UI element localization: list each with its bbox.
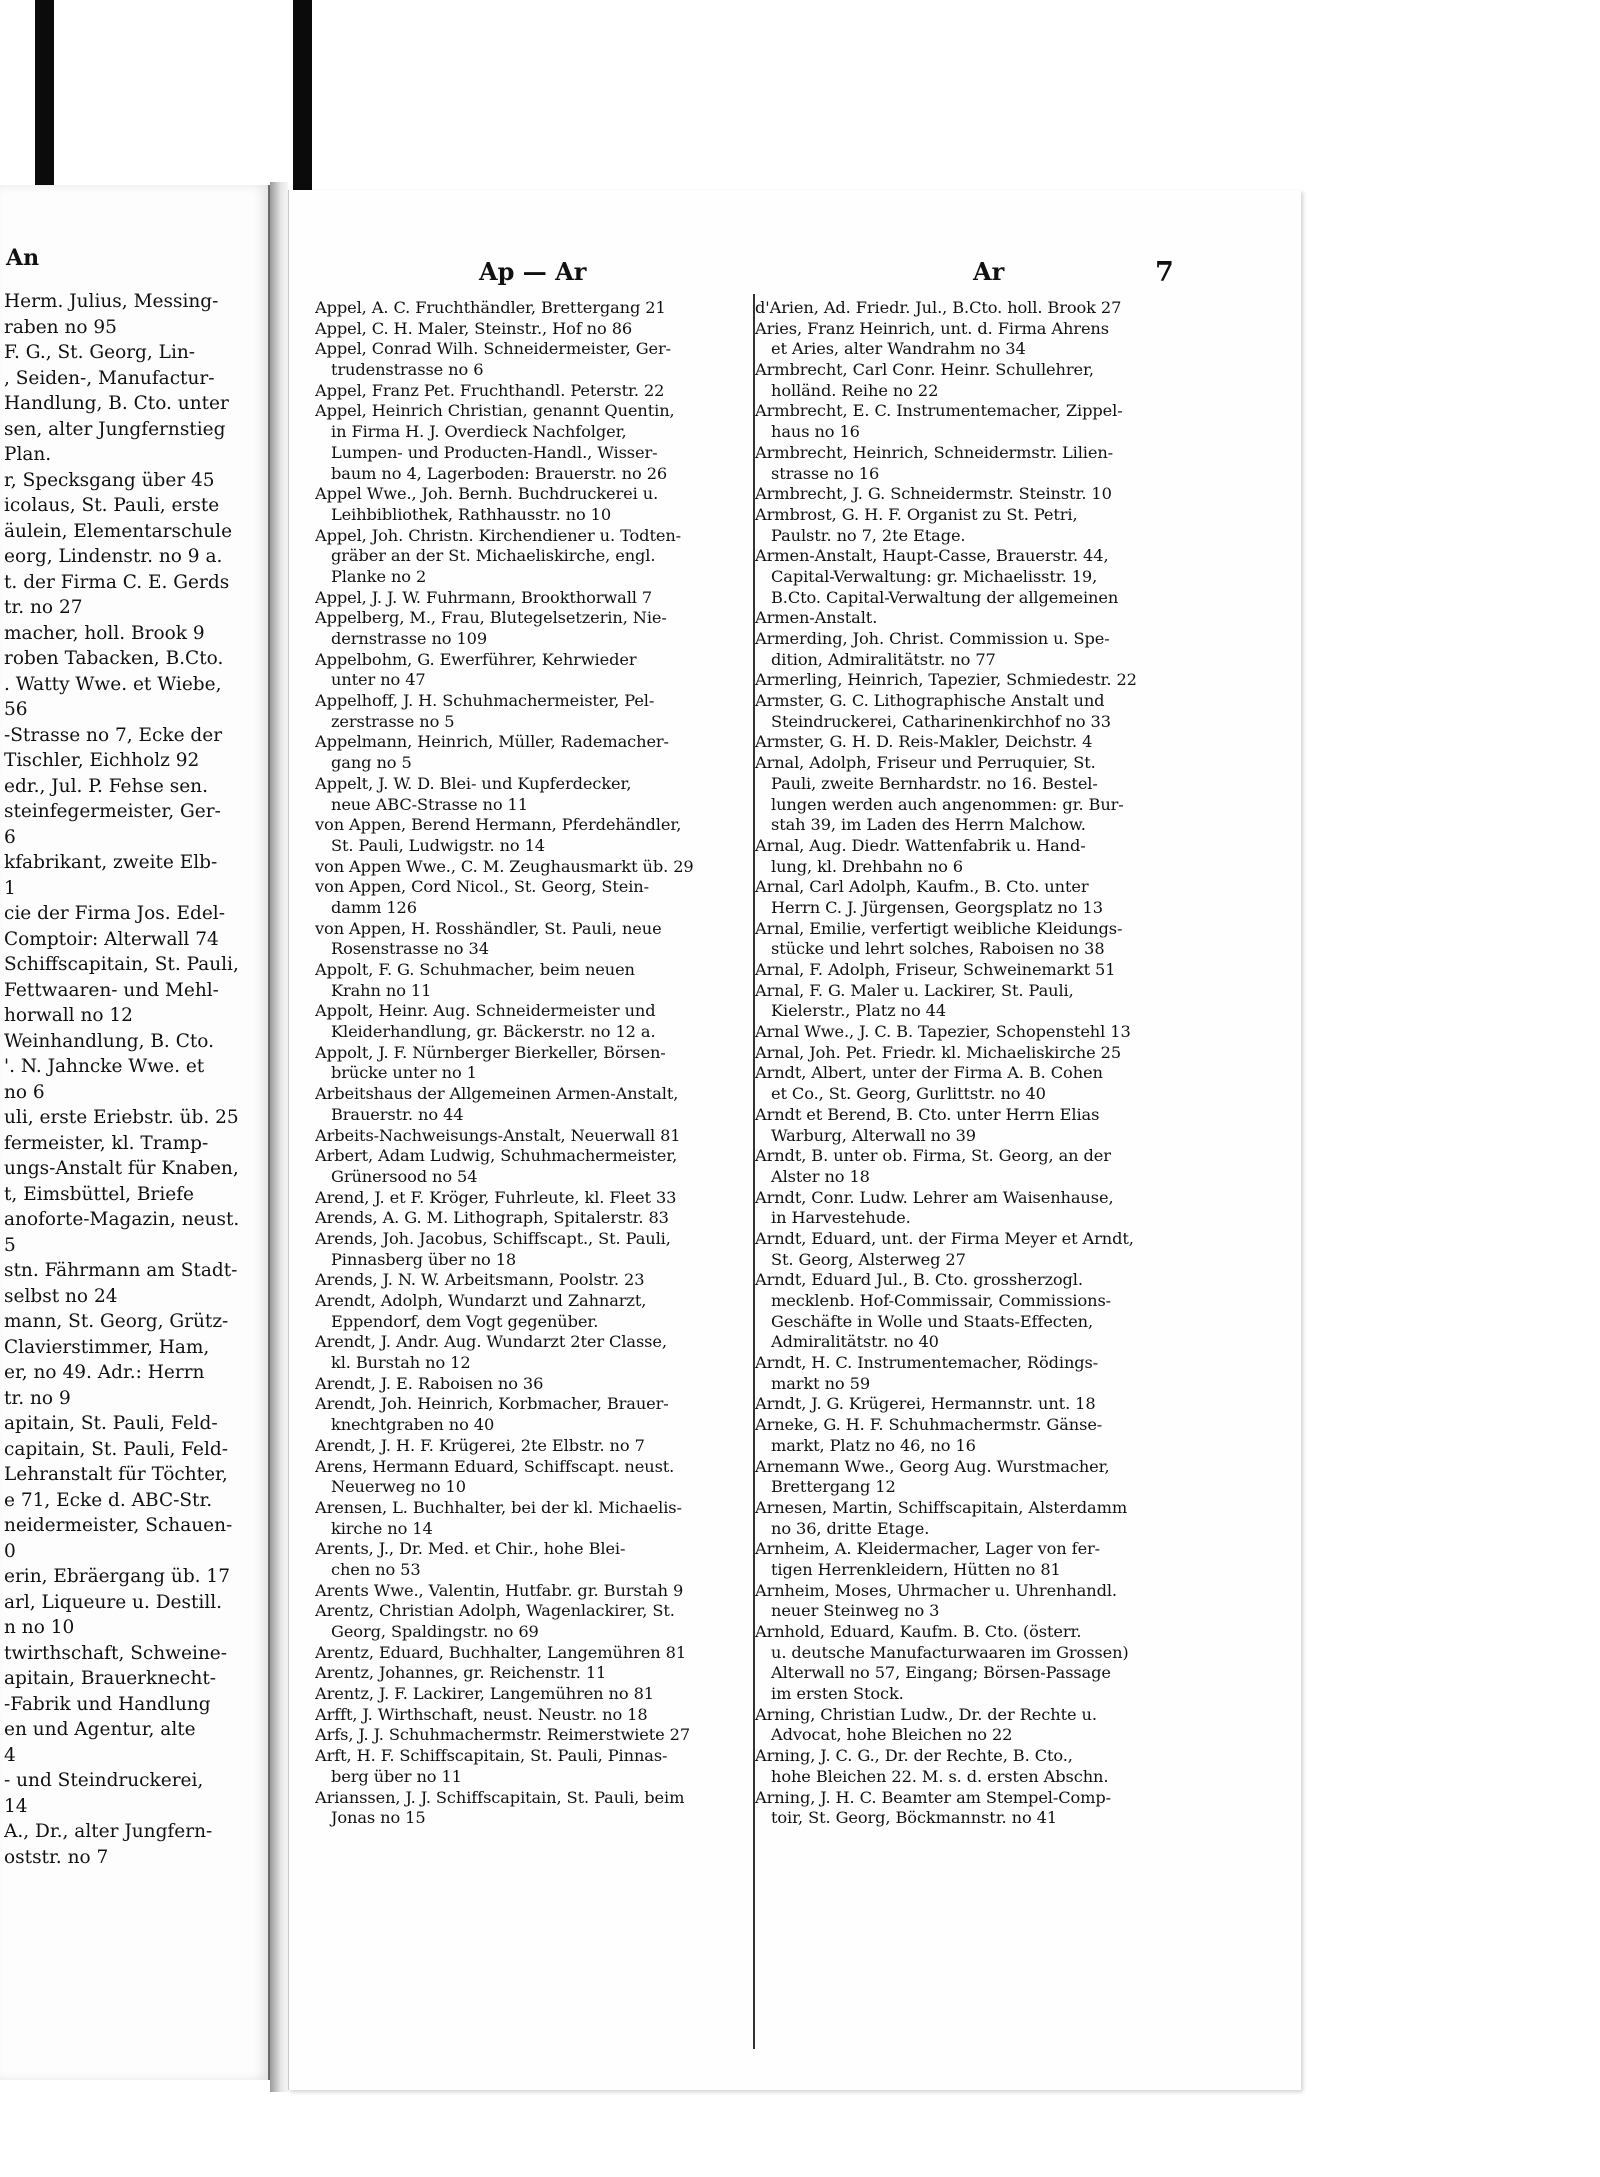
- left-page-line: - und Steindruckerei,: [4, 1770, 204, 1791]
- left-page-line: sen, alter Jungfernstieg: [4, 418, 226, 440]
- left-page-line: er, no 49. Adr.: Herrn: [4, 1362, 205, 1383]
- directory-entry-line: Jonas no 15: [331, 1808, 426, 1828]
- directory-entry-line: hohe Bleichen 22. M. s. d. ersten Abschn.: [771, 1766, 1109, 1786]
- directory-entry-line: strasse no 16: [771, 463, 880, 483]
- left-page-line: Clavierstimmer, Ham,: [4, 1336, 210, 1358]
- directory-entry-line: Arfft, J. Wirthschaft, neust. Neustr. no 18: [315, 1704, 648, 1724]
- directory-entry-line: von Appen, Berend Hermann, Pferdehändler,: [315, 815, 682, 835]
- directory-entry-line: Arnheim, A. Kleidermacher, Lager von fer-: [755, 1539, 1101, 1559]
- directory-entry-line: Appolt, F. G. Schuhmacher, beim neuen: [315, 960, 635, 979]
- right-page: [288, 190, 1301, 2090]
- directory-entry-line: Arends, A. G. M. Lithograph, Spitalerstr. 83: [315, 1208, 669, 1228]
- left-page-line: horwall no 12: [4, 1005, 133, 1026]
- directory-column-left: [315, 298, 785, 1829]
- left-page-line: A., Dr., alter Jungfern-: [4, 1821, 213, 1842]
- left-page-line: Herm. Julius, Messing-: [4, 291, 219, 312]
- directory-entry-line: Arndt, Eduard Jul., B. Cto. grossherzogl.: [755, 1270, 1083, 1290]
- left-page-line: 1: [4, 877, 16, 899]
- left-page-line: Schiffscapitain, St. Pauli,: [4, 954, 239, 975]
- directory-entry-line: Arndt et Berend, B. Cto. unter Herrn Elias: [755, 1104, 1100, 1124]
- left-page-heading: An: [6, 245, 40, 271]
- left-page-line: 5: [4, 1234, 16, 1256]
- left-page-line: F. G., St. Georg, Lin-: [4, 342, 196, 363]
- directory-entry-line: lungen werden auch angenommen: gr. Bur-: [771, 794, 1124, 814]
- left-page-fragment: [0, 185, 270, 2080]
- directory-entry-line: chen no 53: [331, 1559, 421, 1579]
- directory-entry-line: Armen-Anstalt, Haupt-Casse, Brauerstr. 44,: [755, 546, 1109, 566]
- left-page-line: capitain, St. Pauli, Feld-: [4, 1438, 229, 1460]
- directory-entry-line: kirche no 14: [331, 1518, 433, 1538]
- directory-entry-line: Brettergang 12: [771, 1477, 896, 1497]
- left-page-line: neidermeister, Schauen-: [4, 1515, 233, 1536]
- directory-entry-line: Arendt, J. E. Raboisen no 36: [315, 1373, 544, 1393]
- directory-entry-line: Arendt, J. H. F. Krügerei, 2te Elbstr. no 7: [315, 1435, 645, 1455]
- left-page-lines: [4, 289, 266, 1870]
- left-page-line: -Fabrik und Handlung: [4, 1693, 211, 1715]
- directory-entry-line: Eppendorf, dem Vogt gegenüber.: [331, 1311, 599, 1331]
- directory-entry-line: knechtgraben no 40: [331, 1415, 495, 1435]
- directory-entry-line: dernstrasse no 109: [331, 629, 488, 648]
- directory-entry-line: Arneke, G. H. F. Schuhmachermstr. Gänse-: [755, 1415, 1103, 1435]
- directory-entry-line: toir, St. Georg, Böckmannstr. no 41: [771, 1808, 1058, 1828]
- directory-entry-line: Armerling, Heinrich, Tapezier, Schmiedestr. 22: [755, 670, 1137, 690]
- left-page-line: apitain, St. Pauli, Feld-: [4, 1413, 218, 1434]
- directory-entry-line: Armbrecht, Carl Conr. Heinr. Schullehrer,: [755, 360, 1094, 380]
- directory-entry-line: Arnheim, Moses, Uhrmacher u. Uhrenhandl.: [755, 1580, 1117, 1600]
- left-page-line: Weinhandlung, B. Cto.: [4, 1030, 214, 1052]
- directory-entry-line: Appel, Conrad Wilh. Schneidermeister, Ger-: [315, 339, 672, 359]
- directory-entry-line: no 36, dritte Etage.: [771, 1518, 930, 1538]
- directory-entry-line: B.Cto. Capital-Verwaltung der allgemeinen: [771, 587, 1119, 607]
- directory-entry-line: Appelhoff, J. H. Schuhmachermeister, Pel-: [315, 691, 655, 711]
- left-page-line: arl, Liqueure u. Destill.: [4, 1591, 223, 1613]
- directory-entry-line: Warburg, Alterwall no 39: [771, 1125, 977, 1145]
- directory-entry-line: et Aries, alter Wandrahm no 34: [771, 339, 1026, 359]
- directory-entry-line: Leihbibliothek, Rathhausstr. no 10: [331, 504, 612, 524]
- directory-entry-line: Geschäfte in Wolle und Staats-Effecten,: [771, 1311, 1094, 1331]
- directory-entry-line: Arbeitshaus der Allgemeinen Armen-Anstalt,: [315, 1084, 679, 1104]
- directory-entry-line: Arfs, J. J. Schuhmachermstr. Reimerstwiete 27: [315, 1725, 691, 1745]
- directory-entry-line: Arentz, Christian Adolph, Wagenlackirer, St.: [315, 1601, 675, 1621]
- left-page-line: steinfegermeister, Ger-: [4, 801, 221, 822]
- directory-entry-line: et Co., St. Georg, Gurlittstr. no 40: [771, 1084, 1046, 1104]
- left-page-line: 4: [4, 1744, 16, 1766]
- directory-entry-line: Armerding, Joh. Christ. Commission u. Spe-: [755, 629, 1110, 648]
- left-page-line: Lehranstalt für Töchter,: [4, 1464, 228, 1485]
- directory-entry-line: Arndt, Conr. Ludw. Lehrer am Waisenhause,: [755, 1187, 1114, 1207]
- directory-entry-line: Arnal, F. G. Maler u. Lackirer, St. Pauli,: [755, 980, 1074, 1000]
- directory-entry-line: St. Pauli, Ludwigstr. no 14: [331, 835, 545, 855]
- directory-entry-line: Arends, Joh. Jacobus, Schiffscapt., St. Pauli,: [315, 1228, 671, 1248]
- directory-entry-line: Arnal, F. Adolph, Friseur, Schweinemarkt 51: [755, 960, 1116, 979]
- directory-entry-line: Planke no 2: [331, 566, 427, 586]
- directory-entry-line: Arnal, Joh. Pet. Friedr. kl. Michaeliskirche 25: [755, 1042, 1122, 1062]
- directory-entry-line: Arendt, J. Andr. Aug. Wundarzt 2ter Classe,: [315, 1332, 667, 1352]
- directory-entry-line: Arents Wwe., Valentin, Hutfabr. gr. Burstah 9: [315, 1580, 684, 1600]
- directory-entry-line: Alterwall no 57, Eingang; Börsen-Passage: [771, 1663, 1111, 1683]
- left-page-line: r, Specksgang über 45: [4, 469, 215, 491]
- left-page-line: mann, St. Georg, Grütz-: [4, 1311, 229, 1332]
- left-page-line: tr. no 9: [4, 1387, 71, 1409]
- left-page-line: eorg, Lindenstr. no 9 a.: [4, 546, 223, 567]
- directory-entry-line: Appelt, J. W. D. Blei- und Kupferdecker,: [315, 773, 632, 793]
- directory-entry-line: Arndt, Albert, unter der Firma A. B. Cohen: [755, 1063, 1103, 1083]
- directory-entry-line: Herrn C. J. Jürgensen, Georgsplatz no 13: [771, 897, 1103, 917]
- left-page-line: selbst no 24: [4, 1285, 118, 1307]
- directory-column-right: [755, 298, 1251, 1829]
- directory-entry-line: Pinnasberg über no 18: [331, 1249, 517, 1269]
- directory-entry-line: d'Arien, Ad. Friedr. Jul., B.Cto. holl. Brook 27: [755, 298, 1122, 317]
- left-page-line: edr., Jul. P. Fehse sen.: [4, 775, 208, 797]
- left-page-line: 56: [4, 699, 28, 720]
- directory-entry-line: Armbrost, G. H. F. Organist zu St. Petri,: [755, 504, 1078, 524]
- binding-tab-left: [35, 0, 54, 205]
- directory-entry-line: dition, Admiralitätstr. no 77: [771, 649, 996, 669]
- left-page-line: 6: [4, 826, 16, 848]
- directory-entry-line: Appelmann, Heinrich, Müller, Rademacher-: [315, 732, 669, 752]
- directory-entry-line: tigen Herrenkleidern, Hütten no 81: [771, 1559, 1061, 1579]
- left-page-line: raben no 95: [4, 316, 117, 338]
- left-page-line: Plan.: [4, 444, 52, 465]
- directory-entry-line: haus no 16: [771, 422, 860, 442]
- directory-entry-line: brücke unter no 1: [331, 1063, 477, 1083]
- binding-tab-right: [293, 0, 312, 205]
- left-page-line: -Strasse no 7, Ecke der: [4, 724, 223, 746]
- running-header-left: Ap — Ar: [479, 257, 587, 286]
- directory-entry-line: Arndt, Eduard, unt. der Firma Meyer et Arndt,: [755, 1228, 1134, 1248]
- directory-entry-line: Appolt, J. F. Nürnberger Bierkeller, Börsen-: [315, 1042, 666, 1062]
- directory-entry-line: holländ. Reihe no 22: [771, 380, 939, 400]
- left-page-line: , Seiden-, Manufactur-: [4, 367, 215, 389]
- directory-entry-line: Armster, G. C. Lithographische Anstalt und: [755, 691, 1105, 711]
- left-page-line: äulein, Elementarschule: [4, 520, 233, 542]
- left-page-line: erin, Ebräergang üb. 17: [4, 1566, 230, 1587]
- directory-entry-line: Capital-Verwaltung: gr. Michaelisstr. 19,: [771, 566, 1098, 586]
- directory-entry-line: Appel, Heinrich Christian, genannt Quentin,: [315, 401, 675, 421]
- book-gutter: [270, 182, 288, 2092]
- directory-entry-line: Arndt, B. unter ob. Firma, St. Georg, an der: [755, 1146, 1111, 1166]
- left-page-line: kfabrikant, zweite Elb-: [4, 852, 218, 873]
- directory-entry-line: Armen-Anstalt.: [755, 608, 878, 628]
- directory-entry-line: Armbrecht, Heinrich, Schneidermstr. Lilien-: [755, 442, 1114, 462]
- directory-entry-line: damm 126: [331, 897, 417, 917]
- directory-entry-line: von Appen, Cord Nicol., St. Georg, Stein-: [315, 877, 649, 897]
- left-page-line: Handlung, B. Cto. unter: [4, 393, 229, 414]
- directory-entry-line: Krahn no 11: [331, 980, 432, 1000]
- directory-entry-line: unter no 47: [331, 670, 426, 690]
- directory-entry-line: u. deutsche Manufacturwaaren im Grossen): [771, 1642, 1129, 1662]
- directory-entry-line: im ersten Stock.: [771, 1684, 904, 1704]
- directory-entry-line: Arft, H. F. Schiffscapitain, St. Pauli, Pinnas-: [315, 1746, 668, 1766]
- directory-entry-line: lung, kl. Drehbahn no 6: [771, 856, 964, 876]
- directory-entry-line: stücke und lehrt solches, Raboisen no 38: [771, 939, 1105, 959]
- directory-entry-line: Georg, Spaldingstr. no 69: [331, 1622, 539, 1641]
- directory-entry-line: Pauli, zweite Bernhardstr. no 16. Bestel-: [771, 773, 1098, 793]
- directory-entry-line: Appel, Joh. Christn. Kirchendiener u. Todten-: [315, 525, 682, 545]
- directory-entry-line: gräber an der St. Michaeliskirche, engl.: [331, 546, 656, 566]
- left-page-line: macher, holl. Brook 9: [4, 622, 205, 644]
- directory-entry-line: Arendt, Adolph, Wundarzt und Zahnarzt,: [315, 1291, 647, 1310]
- directory-entry-line: Arend, J. et F. Kröger, Fuhrleute, kl. Fleet 33: [315, 1187, 677, 1207]
- left-page-line: . Watty Wwe. et Wiebe,: [4, 673, 222, 695]
- directory-entry-line: stah 39, im Laden des Herrn Malchow.: [771, 815, 1086, 835]
- directory-entry-line: Armbrecht, J. G. Schneidermstr. Steinstr. 10: [755, 484, 1112, 504]
- left-page-line: Fettwaaren- und Mehl-: [4, 979, 219, 1001]
- directory-entry-line: Arnemann Wwe., Georg Aug. Wurstmacher,: [755, 1456, 1110, 1476]
- directory-entry-line: Arendt, Joh. Heinrich, Korbmacher, Brauer-: [315, 1394, 669, 1414]
- directory-entry-line: trudenstrasse no 6: [331, 360, 484, 380]
- directory-entry-line: Admiralitätstr. no 40: [771, 1332, 939, 1352]
- directory-entry-line: Arentz, J. F. Lackirer, Langemühren no 81: [315, 1684, 654, 1704]
- directory-entry-line: Arends, J. N. W. Arbeitsmann, Poolstr. 23: [315, 1270, 645, 1290]
- left-page-line: tr. no 27: [4, 597, 83, 618]
- directory-entry-line: Arnal, Carl Adolph, Kaufm., B. Cto. unter: [755, 877, 1089, 897]
- left-page-line: roben Tabacken, B.Cto.: [4, 648, 224, 669]
- directory-entry-line: Appelberg, M., Frau, Blutegelsetzerin, Nie-: [315, 608, 667, 628]
- left-page-line: en und Agentur, alte: [4, 1719, 196, 1740]
- directory-entry-line: kl. Burstah no 12: [331, 1353, 471, 1373]
- directory-entry-line: Lumpen- und Producten-Handl., Wisser-: [331, 442, 658, 462]
- directory-entry-line: Arning, Christian Ludw., Dr. der Rechte u.: [755, 1704, 1097, 1724]
- left-page-line: apitain, Brauerknecht-: [4, 1668, 217, 1689]
- directory-entry-line: neue ABC-Strasse no 11: [331, 794, 528, 814]
- directory-entry-line: Arensen, L. Buchhalter, bei der kl. Michaelis-: [315, 1497, 682, 1517]
- directory-entry-line: Arentz, Johannes, gr. Reichenstr. 11: [315, 1663, 607, 1683]
- directory-entry-line: markt no 59: [771, 1373, 871, 1393]
- left-page-line: n no 10: [4, 1617, 75, 1638]
- directory-entry-line: Advocat, hohe Bleichen no 22: [771, 1725, 1013, 1745]
- left-page-line: icolaus, St. Pauli, erste: [4, 495, 220, 516]
- directory-entry-line: von Appen Wwe., C. M. Zeughausmarkt üb. 29: [315, 856, 694, 876]
- page-number: 7: [1155, 257, 1174, 288]
- directory-entry-line: St. Georg, Alsterweg 27: [771, 1249, 966, 1269]
- left-page-line: ungs-Anstalt für Knaben,: [4, 1158, 239, 1179]
- left-page-line: uli, erste Eriebstr. üb. 25: [4, 1107, 239, 1128]
- directory-entry-line: Armster, G. H. D. Reis-Makler, Deichstr. 4: [755, 732, 1093, 752]
- directory-entry-line: Arndt, J. G. Krügerei, Hermannstr. unt. 18: [755, 1394, 1096, 1414]
- directory-entry-line: Arnesen, Martin, Schiffscapitain, Alsterdamm: [755, 1497, 1128, 1517]
- left-page-line: 14: [4, 1795, 28, 1817]
- directory-entry-line: Rosenstrasse no 34: [331, 939, 489, 959]
- directory-entry-line: Arndt, H. C. Instrumentemacher, Rödings-: [755, 1353, 1099, 1373]
- directory-entry-line: Arents, J., Dr. Med. et Chir., hohe Blei-: [315, 1539, 626, 1559]
- left-page-line: no 6: [4, 1081, 45, 1103]
- directory-entry-line: Arnal, Aug. Diedr. Wattenfabrik u. Hand-: [755, 835, 1086, 855]
- left-page-line: Tischler, Eichholz 92: [4, 750, 200, 771]
- directory-entry-line: mecklenb. Hof-Commissair, Commissions-: [771, 1291, 1112, 1310]
- directory-entry-line: von Appen, H. Rosshändler, St. Pauli, neue: [315, 918, 662, 938]
- directory-entry-line: berg über no 11: [331, 1766, 462, 1786]
- directory-entry-line: markt, Platz no 46, no 16: [771, 1435, 976, 1455]
- directory-entry-line: Arnal, Emilie, verfertigt weibliche Kleidungs-: [755, 918, 1123, 938]
- directory-entry-line: Kielerstr., Platz no 44: [771, 1001, 947, 1021]
- left-page-line: 0: [4, 1540, 16, 1562]
- left-page-line: t, Eimsbüttel, Briefe: [4, 1183, 195, 1205]
- running-header-right: Ar: [973, 257, 1005, 286]
- left-page-line: fermeister, kl. Tramp-: [4, 1132, 209, 1154]
- directory-entry-line: Arens, Hermann Eduard, Schiffscapt. neust.: [315, 1456, 675, 1476]
- directory-entry-line: gang no 5: [331, 753, 412, 773]
- directory-entry-line: Neuerweg no 10: [331, 1477, 466, 1497]
- directory-entry-line: Kleiderhandlung, gr. Bäckerstr. no 12 a.: [331, 1022, 656, 1042]
- left-page-line: e 71, Ecke d. ABC-Str.: [4, 1489, 213, 1511]
- directory-entry-line: Appel, J. J. W. Fuhrmann, Brookthorwall 7: [315, 587, 653, 607]
- left-page-line: '. N. Jahncke Wwe. et: [4, 1056, 205, 1077]
- directory-entry-line: baum no 4, Lagerboden: Brauerstr. no 26: [331, 463, 668, 483]
- directory-entry-line: Arnal Wwe., J. C. B. Tapezier, Schopenstehl 13: [755, 1022, 1131, 1042]
- left-page-line: twirthschaft, Schweine-: [4, 1642, 227, 1664]
- directory-entry-line: Paulstr. no 7, 2te Etage.: [771, 525, 966, 545]
- directory-entry-line: Arentz, Eduard, Buchhalter, Langemühren 81: [315, 1642, 687, 1662]
- directory-entry-line: neuer Steinweg no 3: [771, 1601, 940, 1621]
- directory-entry-line: zerstrasse no 5: [331, 711, 455, 731]
- directory-entry-line: Arbert, Adam Ludwig, Schuhmachermeister,: [315, 1146, 678, 1166]
- directory-entry-line: Alster no 18: [771, 1166, 870, 1186]
- directory-entry-line: Armbrecht, E. C. Instrumentemacher, Zippel-: [755, 401, 1123, 421]
- left-page-line: Comptoir: Alterwall 74: [4, 928, 219, 950]
- left-page-line: cie der Firma Jos. Edel-: [4, 903, 225, 924]
- directory-entry-line: Appolt, Heinr. Aug. Schneidermeister und: [315, 1001, 656, 1021]
- directory-entry-line: Appel, Franz Pet. Fruchthandl. Peterstr. 22: [315, 380, 665, 400]
- directory-entry-line: Brauerstr. no 44: [331, 1104, 464, 1124]
- directory-entry-line: Appel, C. H. Maler, Steinstr., Hof no 86: [315, 318, 633, 338]
- directory-entry-line: in Firma H. J. Overdieck Nachfolger,: [331, 422, 627, 442]
- left-page-line: oststr. no 7: [4, 1846, 109, 1868]
- directory-entry-line: Appelbohm, G. Ewerführer, Kehrwieder: [315, 649, 637, 669]
- directory-entry-line: Aries, Franz Heinrich, unt. d. Firma Ahrens: [755, 318, 1109, 338]
- directory-entry-line: Arbeits-Nachweisungs-Anstalt, Neuerwall 81: [315, 1125, 681, 1145]
- directory-entry-line: Arnhold, Eduard, Kaufm. B. Cto. (österr.: [755, 1622, 1082, 1641]
- directory-entry-line: Arning, J. C. G., Dr. der Rechte, B. Cto.,: [755, 1746, 1073, 1766]
- left-page-line: anoforte-Magazin, neust.: [4, 1209, 240, 1230]
- directory-entry-line: in Harvestehude.: [771, 1208, 911, 1228]
- directory-entry-line: Arnal, Adolph, Friseur und Perruquier, St.: [755, 753, 1096, 773]
- directory-entry-line: Appel Wwe., Joh. Bernh. Buchdruckerei u.: [315, 484, 659, 504]
- directory-entry-line: Arianssen, J. J. Schiffscapitain, St. Pauli, beim: [315, 1787, 685, 1807]
- directory-entry-line: Appel, A. C. Fruchthändler, Brettergang 21: [315, 298, 666, 317]
- left-page-line: stn. Fährmann am Stadt-: [4, 1260, 238, 1281]
- directory-entry-line: Arning, J. H. C. Beamter am Stempel-Comp-: [755, 1787, 1112, 1807]
- left-page-line: t. der Firma C. E. Gerds: [4, 571, 230, 593]
- directory-entry-line: Steindruckerei, Catharinenkirchhof no 33: [771, 711, 1111, 731]
- directory-entry-line: Grünersood no 54: [331, 1166, 478, 1186]
